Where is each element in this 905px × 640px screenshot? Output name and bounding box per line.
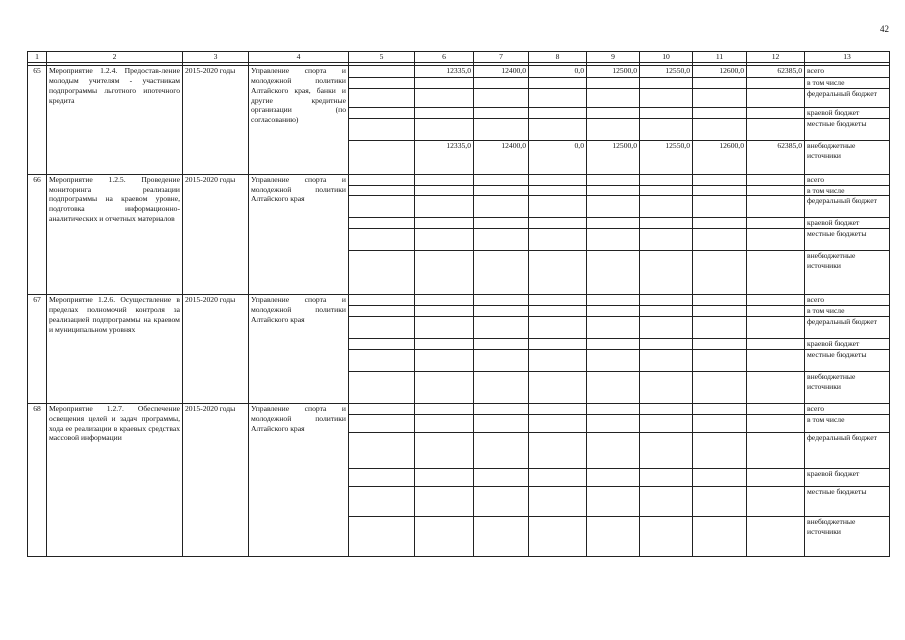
funding-source-label: краевой бюджет — [805, 107, 890, 118]
value-cell: 12335,0 — [415, 140, 474, 174]
value-cell — [349, 468, 415, 486]
value-cell — [640, 118, 693, 140]
value-cell — [693, 339, 747, 350]
funding-source-label: федеральный бюджет — [805, 88, 890, 107]
value-cell — [529, 251, 587, 295]
value-cell — [349, 229, 415, 251]
funding-source-label: всего — [805, 295, 890, 306]
value-cell — [640, 185, 693, 196]
budget-table — [27, 51, 890, 557]
value-cell: 0,0 — [529, 140, 587, 174]
value-cell — [587, 185, 640, 196]
page-number: 42 — [880, 24, 889, 34]
row-number: 65 — [28, 66, 47, 175]
value-cell — [415, 174, 474, 185]
value-cell: 62385,0 — [747, 140, 805, 174]
column-header: 7 — [474, 52, 529, 63]
value-cell — [349, 88, 415, 107]
measure-name: Мероприятие 1.2.5. Проведение мониторинга реализации подпрограммы на краевом уровне, подготовка информационно-аналитических и отчетных материалов — [47, 174, 183, 295]
column-header: 1 — [28, 52, 47, 63]
value-cell — [640, 88, 693, 107]
value-cell — [529, 118, 587, 140]
executor: Управление спорта и молодежной политики Алтайского края — [249, 403, 349, 556]
period: 2015-2020 годы — [183, 174, 249, 295]
value-cell — [474, 306, 529, 317]
value-cell — [529, 349, 587, 371]
value-cell — [474, 107, 529, 118]
value-cell: 0,0 — [529, 66, 587, 78]
value-cell — [529, 185, 587, 196]
value-cell — [693, 78, 747, 89]
executor: Управление спорта и молодежной политики Алтайского края, банки и другие кредитные организации (по согласованию) — [249, 66, 349, 175]
value-cell — [474, 251, 529, 295]
value-cell — [693, 174, 747, 185]
value-cell — [349, 295, 415, 306]
value-cell — [747, 486, 805, 516]
value-cell: 12500,0 — [587, 66, 640, 78]
value-cell — [693, 403, 747, 414]
table-row — [28, 403, 890, 414]
value-cell — [349, 185, 415, 196]
value-cell — [747, 185, 805, 196]
value-cell — [529, 218, 587, 229]
value-cell — [415, 371, 474, 403]
value-cell — [415, 196, 474, 218]
value-cell — [474, 78, 529, 89]
value-cell — [587, 295, 640, 306]
value-cell — [474, 295, 529, 306]
value-cell — [640, 403, 693, 414]
value-cell — [529, 486, 587, 516]
value-cell — [693, 371, 747, 403]
funding-source-label: всего — [805, 174, 890, 185]
funding-source-label: в том числе — [805, 414, 890, 432]
value-cell — [349, 317, 415, 339]
value-cell — [529, 295, 587, 306]
value-cell — [587, 229, 640, 251]
value-cell — [529, 317, 587, 339]
value-cell — [415, 403, 474, 414]
value-cell — [747, 414, 805, 432]
value-cell — [747, 196, 805, 218]
value-cell — [474, 118, 529, 140]
value-cell — [349, 218, 415, 229]
value-cell — [640, 218, 693, 229]
value-cell — [415, 306, 474, 317]
value-cell: 12500,0 — [587, 140, 640, 174]
value-cell — [587, 486, 640, 516]
value-cell — [474, 339, 529, 350]
value-cell — [693, 486, 747, 516]
value-cell — [349, 118, 415, 140]
funding-source-label: федеральный бюджет — [805, 317, 890, 339]
value-cell — [587, 218, 640, 229]
value-cell — [349, 371, 415, 403]
value-cell — [587, 349, 640, 371]
value-cell — [349, 174, 415, 185]
value-cell — [640, 317, 693, 339]
value-cell — [529, 516, 587, 556]
period: 2015-2020 годы — [183, 295, 249, 404]
value-cell — [529, 371, 587, 403]
value-cell — [474, 432, 529, 468]
value-cell — [349, 516, 415, 556]
value-cell — [474, 88, 529, 107]
value-cell — [693, 306, 747, 317]
value-cell: 12550,0 — [640, 66, 693, 78]
value-cell — [587, 339, 640, 350]
value-cell — [693, 196, 747, 218]
value-cell — [747, 516, 805, 556]
column-header: 3 — [183, 52, 249, 63]
value-cell — [415, 118, 474, 140]
column-header: 12 — [747, 52, 805, 63]
value-cell — [529, 88, 587, 107]
value-cell — [587, 88, 640, 107]
value-cell — [640, 486, 693, 516]
value-cell — [474, 349, 529, 371]
funding-source-label: краевой бюджет — [805, 218, 890, 229]
column-header: 4 — [249, 52, 349, 63]
value-cell — [693, 218, 747, 229]
value-cell — [474, 371, 529, 403]
value-cell — [474, 317, 529, 339]
value-cell — [415, 414, 474, 432]
value-cell — [587, 317, 640, 339]
value-cell — [747, 295, 805, 306]
funding-source-label: внебюджетные источники — [805, 371, 890, 403]
value-cell — [747, 88, 805, 107]
value-cell — [693, 295, 747, 306]
row-number: 67 — [28, 295, 47, 404]
value-cell — [747, 371, 805, 403]
value-cell — [349, 349, 415, 371]
funding-source-label: местные бюджеты — [805, 229, 890, 251]
value-cell — [747, 403, 805, 414]
column-header: 5 — [349, 52, 415, 63]
value-cell — [349, 414, 415, 432]
value-cell — [529, 78, 587, 89]
value-cell — [415, 468, 474, 486]
value-cell — [415, 349, 474, 371]
value-cell — [640, 174, 693, 185]
value-cell: 12335,0 — [415, 66, 474, 78]
value-cell — [640, 414, 693, 432]
value-cell — [529, 468, 587, 486]
value-cell — [474, 414, 529, 432]
value-cell — [415, 317, 474, 339]
value-cell — [587, 107, 640, 118]
measure-name: Мероприятие 1.2.4. Предостав-ление молодым учителям - участникам подпрограммы льготного ипотечного кредита — [47, 66, 183, 175]
value-cell — [529, 196, 587, 218]
value-cell — [474, 196, 529, 218]
funding-source-label: всего — [805, 403, 890, 414]
value-cell — [415, 486, 474, 516]
value-cell — [693, 349, 747, 371]
table-row — [28, 295, 890, 306]
funding-source-label: внебюджетные источники — [805, 251, 890, 295]
value-cell — [587, 516, 640, 556]
value-cell — [415, 88, 474, 107]
value-cell — [474, 174, 529, 185]
value-cell — [747, 107, 805, 118]
value-cell — [747, 174, 805, 185]
value-cell: 12600,0 — [693, 66, 747, 78]
value-cell — [640, 349, 693, 371]
value-cell — [640, 295, 693, 306]
row-number: 68 — [28, 403, 47, 556]
value-cell — [747, 218, 805, 229]
value-cell — [747, 339, 805, 350]
value-cell — [349, 486, 415, 516]
value-cell — [747, 78, 805, 89]
value-cell — [529, 306, 587, 317]
period: 2015-2020 годы — [183, 66, 249, 175]
funding-source-label: местные бюджеты — [805, 486, 890, 516]
value-cell — [587, 78, 640, 89]
period: 2015-2020 годы — [183, 403, 249, 556]
value-cell — [415, 78, 474, 89]
value-cell — [693, 185, 747, 196]
column-header: 2 — [47, 52, 183, 63]
funding-source-label: краевой бюджет — [805, 339, 890, 350]
value-cell — [747, 118, 805, 140]
value-cell — [415, 251, 474, 295]
value-cell — [747, 468, 805, 486]
value-cell — [349, 432, 415, 468]
table-row — [28, 66, 890, 78]
value-cell — [693, 468, 747, 486]
value-cell — [529, 339, 587, 350]
value-cell — [640, 371, 693, 403]
value-cell — [474, 403, 529, 414]
value-cell — [747, 432, 805, 468]
table-row — [28, 174, 890, 185]
column-header: 9 — [587, 52, 640, 63]
column-header: 10 — [640, 52, 693, 63]
funding-source-label: всего — [805, 66, 890, 78]
measure-name: Мероприятие 1.2.6. Осуществление в пределах полномочий контроля за реализацией подпрограммы на краевом и муниципальном уровнях — [47, 295, 183, 404]
value-cell — [587, 403, 640, 414]
value-cell — [693, 229, 747, 251]
value-cell — [693, 88, 747, 107]
value-cell — [587, 251, 640, 295]
value-cell — [693, 251, 747, 295]
value-cell — [474, 516, 529, 556]
column-header: 6 — [415, 52, 474, 63]
value-cell — [640, 468, 693, 486]
value-cell — [529, 107, 587, 118]
value-cell — [529, 174, 587, 185]
value-cell — [349, 403, 415, 414]
value-cell — [747, 349, 805, 371]
funding-source-label: федеральный бюджет — [805, 196, 890, 218]
funding-source-label: в том числе — [805, 185, 890, 196]
value-cell — [640, 196, 693, 218]
value-cell — [529, 414, 587, 432]
funding-source-label: в том числе — [805, 78, 890, 89]
value-cell — [747, 306, 805, 317]
value-cell — [693, 432, 747, 468]
value-cell — [349, 66, 415, 78]
value-cell — [587, 118, 640, 140]
value-cell — [349, 306, 415, 317]
header-row — [28, 52, 890, 63]
value-cell — [747, 229, 805, 251]
value-cell — [415, 295, 474, 306]
value-cell — [415, 107, 474, 118]
value-cell: 12550,0 — [640, 140, 693, 174]
value-cell — [587, 306, 640, 317]
value-cell — [349, 107, 415, 118]
value-cell: 12600,0 — [693, 140, 747, 174]
column-header: 8 — [529, 52, 587, 63]
funding-source-label: краевой бюджет — [805, 468, 890, 486]
value-cell — [640, 107, 693, 118]
value-cell — [587, 414, 640, 432]
value-cell — [349, 78, 415, 89]
value-cell: 12400,0 — [474, 140, 529, 174]
value-cell — [587, 432, 640, 468]
value-cell — [747, 251, 805, 295]
value-cell — [529, 403, 587, 414]
value-cell — [415, 432, 474, 468]
funding-source-label: местные бюджеты — [805, 349, 890, 371]
funding-source-label: внебюджетные источники — [805, 140, 890, 174]
value-cell — [474, 218, 529, 229]
value-cell — [415, 516, 474, 556]
column-header: 13 — [805, 52, 890, 63]
measure-name: Мероприятие 1.2.7. Обеспечение освещения целей и задач программы, хода ее реализации в краевых средствах массовой информации — [47, 403, 183, 556]
value-cell — [474, 468, 529, 486]
value-cell — [474, 229, 529, 251]
value-cell — [587, 174, 640, 185]
funding-source-label: федеральный бюджет — [805, 432, 890, 468]
value-cell: 12400,0 — [474, 66, 529, 78]
value-cell — [640, 78, 693, 89]
value-cell — [640, 229, 693, 251]
value-cell — [693, 317, 747, 339]
value-cell — [349, 339, 415, 350]
value-cell — [474, 185, 529, 196]
value-cell: 62385,0 — [747, 66, 805, 78]
funding-source-label: местные бюджеты — [805, 118, 890, 140]
executor: Управление спорта и молодежной политики Алтайского края — [249, 295, 349, 404]
value-cell — [529, 229, 587, 251]
value-cell — [693, 414, 747, 432]
value-cell — [415, 229, 474, 251]
row-number: 66 — [28, 174, 47, 295]
value-cell — [415, 339, 474, 350]
value-cell — [587, 196, 640, 218]
value-cell — [640, 251, 693, 295]
value-cell — [415, 218, 474, 229]
value-cell — [693, 107, 747, 118]
value-cell — [640, 339, 693, 350]
value-cell — [747, 317, 805, 339]
value-cell — [474, 486, 529, 516]
value-cell — [693, 516, 747, 556]
value-cell — [349, 251, 415, 295]
funding-source-label: внебюджетные источники — [805, 516, 890, 556]
value-cell — [640, 516, 693, 556]
value-cell — [587, 468, 640, 486]
column-header: 11 — [693, 52, 747, 63]
funding-source-label: в том числе — [805, 306, 890, 317]
value-cell — [587, 371, 640, 403]
value-cell — [349, 140, 415, 174]
value-cell — [529, 432, 587, 468]
executor: Управление спорта и молодежной политики Алтайского края — [249, 174, 349, 295]
value-cell — [640, 432, 693, 468]
value-cell — [693, 118, 747, 140]
value-cell — [640, 306, 693, 317]
value-cell — [415, 185, 474, 196]
value-cell — [349, 196, 415, 218]
